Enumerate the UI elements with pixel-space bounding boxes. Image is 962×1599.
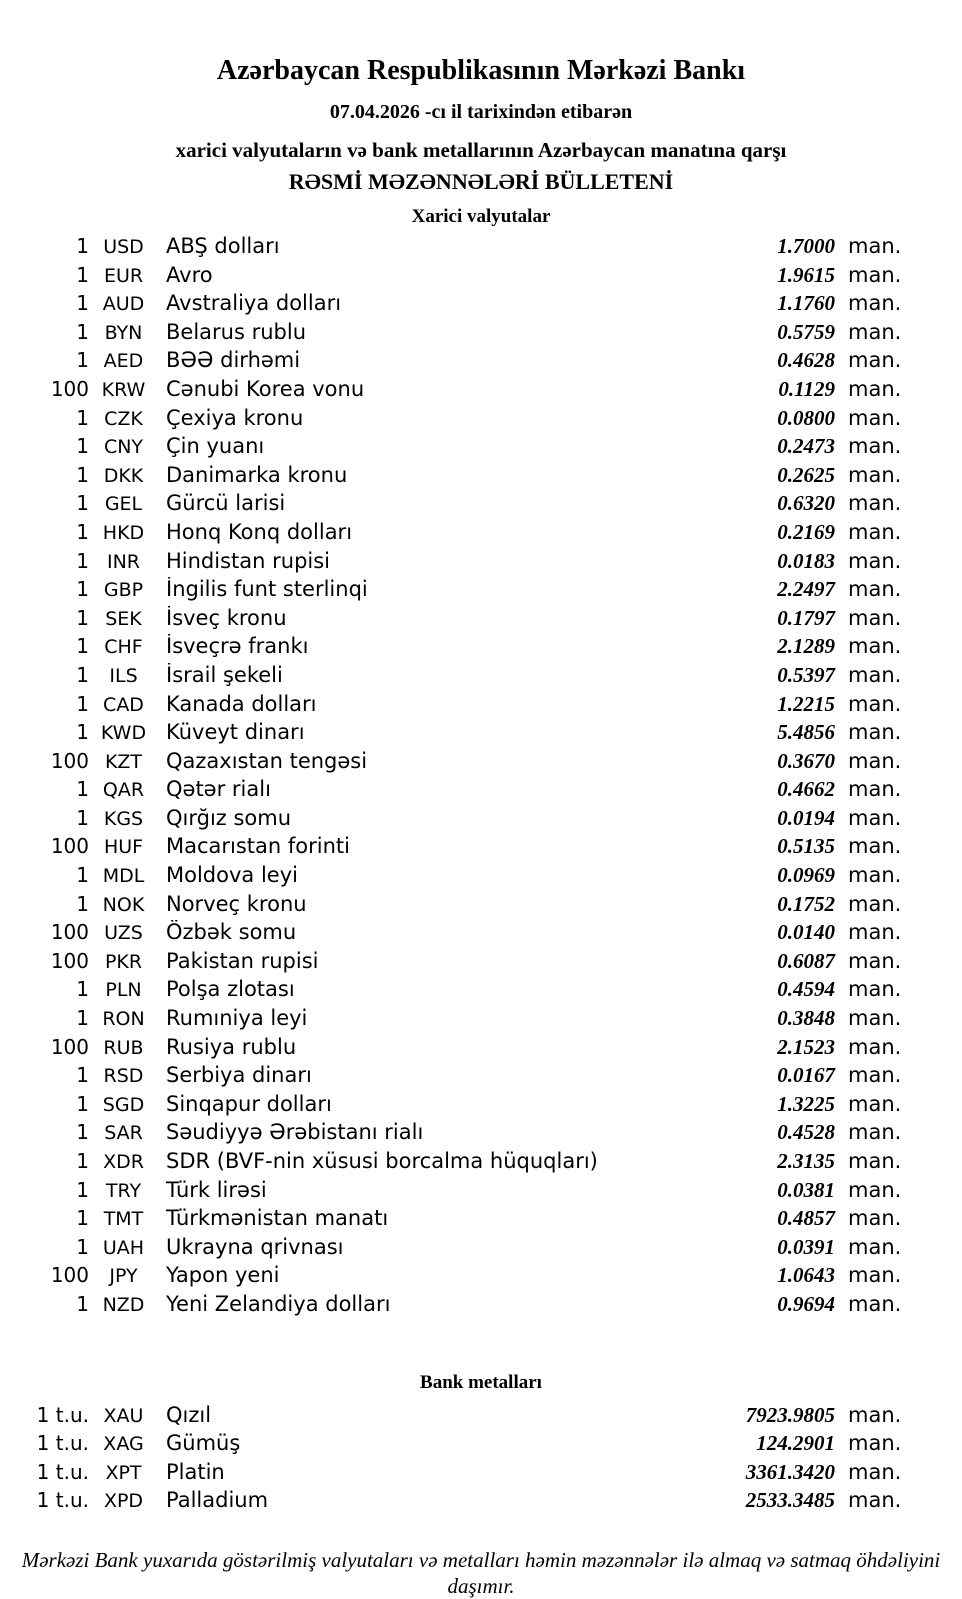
quantity-cell: 1 [76,548,89,573]
quantity-cell: 1 [76,605,89,630]
rate-value: 0.3670 [777,748,835,773]
rate-row [0,377,962,406]
quantity-cell: 1 [76,519,89,544]
currency-code: HUF [103,836,144,859]
currency-name: Küveyt dinarı [166,720,305,745]
quantity-cell: 1 [76,434,89,459]
unit-label: man. [848,1034,902,1059]
quantity-cell: 100 [50,376,89,401]
currency-name: İsrail şekeli [166,662,283,687]
currency-name: Türk lirəsi [166,1177,267,1202]
rate-row [0,777,962,806]
rate-row [0,320,962,349]
unit-label: man. [848,1291,902,1316]
quantity-cell: 1 [76,1234,89,1259]
unit-label: man. [848,891,902,916]
currency-code: XPD [103,1490,144,1513]
currency-name: Platin [166,1459,225,1484]
quantity-cell: 1 [76,491,89,516]
currency-name: Rumıniya leyi [166,1006,308,1031]
unit-label: man. [848,1263,902,1288]
rate-value: 0.2625 [777,462,835,487]
rate-row [0,749,962,778]
quantity-cell: 1 [76,262,89,287]
currency-name: Səudiyyə Ərəbistanı rialı [166,1120,424,1145]
rate-row [0,720,962,749]
currency-name: Rusiya rublu [166,1034,297,1059]
quantity-cell: 1 [76,891,89,916]
currency-code: SAR [104,1122,143,1145]
quantity-cell: 1 [76,462,89,487]
currency-name: Gürcü larisi [166,491,286,516]
rate-row [0,263,962,292]
footer-disclaimer: Mərkəzi Bank yuxarıda göstərilmiş valyutaları və metalları həmin məzənnələr ilə almaq və satmaq öhdəliyini daşımır. [21,1547,941,1598]
rate-row [0,291,962,320]
page-title: Azərbaycan Respublikasının Mərkəzi Bankı [216,55,746,86]
rate-row [0,406,962,435]
currency-code: RON [102,1008,145,1031]
rate-row [0,1006,962,1035]
rate-value: 0.4662 [777,777,835,802]
quantity-cell: 1 [76,405,89,430]
currency-code: PLN [105,979,142,1002]
unit-label: man. [848,920,902,945]
currency-name: Polşa zlotası [166,977,295,1002]
metal-rate-table [0,1403,962,1517]
rate-row [0,892,962,921]
currency-code: INR [106,550,141,573]
rate-value: 0.9694 [777,1291,835,1316]
unit-label: man. [848,234,902,258]
currency-code: KZT [104,750,143,773]
unit-label: man. [848,262,902,287]
currency-name: Avstraliya dolları [166,291,342,316]
currency-name: SDR (BVF-nin xüsusi borcalma hüquqları) [166,1149,598,1173]
rate-value: 0.4594 [777,977,835,1002]
rate-value: 0.0381 [777,1177,835,1202]
currency-code: BYN [104,321,143,344]
rate-row [0,920,962,949]
rate-row [0,949,962,978]
currency-code: AED [103,350,144,373]
currency-name: Özbək somu [166,920,297,945]
unit-label: man. [848,462,902,487]
currency-code: KWD [100,722,147,745]
currency-name: Çin yuanı [166,434,265,459]
currency-code: ILS [109,664,138,687]
rate-row [0,434,962,463]
rate-value: 1.9615 [777,262,835,287]
currency-code: KRW [101,378,146,401]
currency-code: CHF [104,636,143,659]
currency-code: XPT [105,1461,142,1484]
quantity-cell: 1 [76,720,89,745]
unit-label: man. [848,1091,902,1116]
currency-name: Sinqapur dolları [166,1091,332,1116]
currency-code: QAR [102,779,145,802]
quantity-cell: 1 t.u. [36,1459,89,1484]
currency-name: Hindistan rupisi [166,548,331,573]
quantity-cell: 100 [50,748,89,773]
rate-value: 0.0140 [777,920,835,945]
rate-row [0,1092,962,1121]
currency-name: Avro [166,262,213,287]
currency-name: Qırğız somu [166,805,292,830]
currency-code: UAH [102,1236,145,1259]
quantity-cell: 1 [76,1063,89,1088]
currency-code: USD [103,236,144,258]
quantity-cell: 1 [76,691,89,716]
currency-name: Cənubi Korea vonu [166,376,365,401]
unit-label: man. [848,1234,902,1259]
rate-row [0,606,962,635]
currency-code: CZK [104,407,143,430]
rate-value: 0.1752 [777,891,835,916]
currency-code: AUD [102,293,145,316]
quantity-cell: 1 [76,777,89,802]
unit-label: man. [848,777,902,802]
rate-value: 1.1760 [777,291,835,316]
rate-value: 2533.3485 [745,1488,835,1513]
unit-label: man. [848,319,902,344]
currency-code: TMT [103,1208,144,1231]
rate-value: 2.2497 [777,577,835,602]
quantity-cell: 100 [50,1034,89,1059]
unit-label: man. [848,291,902,316]
rate-value: 0.2473 [777,434,835,459]
currency-code: KGS [103,807,144,830]
rate-value: 0.4628 [777,348,835,373]
section-title-metals: Bank metalları [420,1371,542,1393]
bulletin-subtitle: xarici valyutaların və bank metallarının Azərbaycan manatına qarşı [175,138,787,162]
rate-value: 1.0643 [777,1263,835,1288]
unit-label: man. [848,748,902,773]
rate-value: 1.2215 [777,691,835,716]
quantity-cell: 1 [76,291,89,316]
unit-label: man. [848,1177,902,1202]
currency-name: Moldova leyi [166,863,298,888]
quantity-cell: 1 [76,1177,89,1202]
currency-name: Ukrayna qrivnası [166,1234,344,1259]
currency-code: SGD [102,1093,145,1116]
unit-label: man. [848,405,902,430]
currency-name: Qazaxıstan tengəsi [166,748,368,773]
currency-code: PKR [104,950,143,973]
unit-label: man. [848,491,902,516]
unit-label: man. [848,577,902,602]
rate-row [0,1063,962,1092]
rate-value: 0.5135 [777,834,835,859]
rate-value: 0.0969 [777,863,835,888]
rate-row [0,520,962,549]
unit-label: man. [848,948,902,973]
quantity-cell: 1 [76,1149,89,1173]
rate-row [0,863,962,892]
currency-code: MDL [102,865,145,888]
unit-label: man. [848,863,902,888]
currency-name: Honq Konq dolları [166,519,353,544]
quantity-cell: 1 [76,1120,89,1145]
rate-row [0,1263,962,1292]
rate-row [0,977,962,1006]
quantity-cell: 1 [76,977,89,1002]
unit-label: man. [848,1149,902,1173]
currency-name: BƏƏ dirhəmi [166,348,301,373]
rate-row [0,1235,962,1264]
currency-name: Palladium [166,1488,269,1513]
rate-value: 0.0167 [777,1063,835,1088]
currency-name: Macarıstan forinti [166,834,350,859]
currency-name: Yapon yeni [166,1263,280,1288]
rate-value: 1.3225 [777,1091,835,1116]
unit-label: man. [848,805,902,830]
rate-row [0,1120,962,1149]
currency-rate-table [0,234,962,1321]
quantity-cell: 1 [76,634,89,659]
unit-label: man. [848,605,902,630]
unit-label: man. [848,1063,902,1088]
rate-row [0,1206,962,1235]
currency-code: NZD [102,1293,145,1316]
currency-name: Yeni Zelandiya dolları [166,1291,391,1316]
rate-value: 2.1523 [777,1034,835,1059]
rate-value: 0.4857 [777,1206,835,1231]
quantity-cell: 1 [76,319,89,344]
unit-label: man. [848,348,902,373]
rate-value: 0.2169 [777,519,835,544]
unit-label: man. [848,691,902,716]
currency-code: JPY [109,1265,138,1288]
quantity-cell: 1 [76,662,89,687]
quantity-cell: 1 [76,348,89,373]
currency-name: Belarus rublu [166,319,307,344]
currency-code: XAU [103,1404,144,1427]
currency-name: Çexiya kronu [166,405,304,430]
rate-value: 0.5759 [777,319,835,344]
currency-name: Norveç kronu [166,891,307,916]
currency-code: TRY [105,1179,142,1202]
currency-code: RUB [103,1036,144,1059]
rate-row [0,834,962,863]
unit-label: man. [848,1120,902,1145]
quantity-cell: 100 [50,834,89,859]
unit-label: man. [848,1459,902,1484]
quantity-cell: 1 [76,863,89,888]
rate-value: 2.3135 [777,1149,835,1173]
unit-label: man. [848,1402,902,1427]
rate-row [0,1431,962,1460]
unit-label: man. [848,634,902,659]
rate-row [0,463,962,492]
rate-value: 0.1797 [777,605,835,630]
rate-value: 0.0194 [777,805,835,830]
currency-code: XDR [103,1151,144,1173]
rate-row [0,491,962,520]
currency-code: GEL [104,493,143,516]
quantity-cell: 1 t.u. [36,1431,89,1456]
rate-row [0,1178,962,1207]
rate-row [0,806,962,835]
rate-row [0,348,962,377]
unit-label: man. [848,1431,902,1456]
quantity-cell: 100 [50,948,89,973]
rate-value: 0.0183 [777,548,835,573]
rate-row [0,663,962,692]
unit-label: man. [848,519,902,544]
currency-name: İsveçrə frankı [166,634,309,659]
rate-value: 0.4528 [777,1120,835,1145]
quantity-cell: 1 t.u. [36,1488,89,1513]
currency-name: Qızıl [166,1402,212,1427]
quantity-cell: 1 [76,234,89,258]
rate-value: 0.3848 [777,1006,835,1031]
quantity-cell: 1 t.u. [36,1402,89,1427]
currency-name: İngilis funt sterlinqi [166,577,368,602]
rate-value: 3361.3420 [745,1459,835,1484]
currency-code: DKK [103,464,144,487]
rate-value: 124.2901 [756,1431,835,1456]
rate-value: 0.6320 [777,491,835,516]
currency-code: EUR [103,264,144,287]
rate-value: 7923.9805 [745,1402,835,1427]
page-header [0,0,962,195]
unit-label: man. [848,977,902,1002]
effective-date-line: 07.04.2026 -cı il tarixindən etibarən [329,101,633,123]
quantity-cell: 1 [76,1291,89,1316]
rate-value: 0.0391 [777,1234,835,1259]
currency-code: HKD [102,521,145,544]
unit-label: man. [848,720,902,745]
unit-label: man. [848,662,902,687]
rate-row [0,1488,962,1517]
currency-name: Türkmənistan manatı [166,1206,389,1231]
rate-row [0,549,962,578]
currency-code: RSD [103,1065,144,1088]
unit-label: man. [848,376,902,401]
currency-code: NOK [102,893,145,916]
unit-label: man. [848,1006,902,1031]
rate-value: 0.1129 [778,376,835,401]
rate-value: 2.1289 [777,634,835,659]
currency-name: Serbiya dinarı [166,1063,312,1088]
currency-code: GBP [103,579,144,602]
rate-row [0,1035,962,1064]
currency-code: CNY [103,436,144,459]
unit-label: man. [848,1488,902,1513]
rate-row [0,234,962,263]
rate-value: 0.0800 [777,405,835,430]
unit-label: man. [848,434,902,459]
rate-value: 1.7000 [777,234,835,258]
unit-label: man. [848,548,902,573]
currency-name: Danimarka kronu [166,462,348,487]
quantity-cell: 1 [76,1206,89,1231]
rate-row [0,1292,962,1321]
quantity-cell: 100 [50,920,89,945]
currency-name: Pakistan rupisi [166,948,319,973]
currency-name: Gümüş [166,1431,241,1456]
rate-row [0,692,962,721]
rate-value: 5.4856 [777,720,835,745]
currency-name: Qətər rialı [166,777,271,802]
currency-name: İsveç kronu [166,605,287,630]
quantity-cell: 1 [76,1091,89,1116]
currency-code: XAG [103,1433,144,1456]
bulletin-title: RƏSMİ MƏZƏNNƏLƏRİ BÜLLETENİ [288,169,674,194]
quantity-cell: 1 [76,1006,89,1031]
currency-name: ABŞ dolları [166,234,280,258]
currency-code: CAD [103,693,144,716]
rate-value: 0.5397 [777,662,835,687]
rate-row [0,1460,962,1489]
rate-value: 0.6087 [777,948,835,973]
rate-row [0,1149,962,1178]
quantity-cell: 1 [76,805,89,830]
currency-name: Kanada dolları [166,691,317,716]
currency-code: UZS [104,922,143,945]
quantity-cell: 100 [50,1263,89,1288]
rate-row [0,577,962,606]
unit-label: man. [848,1206,902,1231]
currency-code: SEK [105,607,142,630]
rate-row [0,634,962,663]
section-title-currencies: Xarici valyutalar [411,206,551,227]
rate-row [0,1403,962,1432]
quantity-cell: 1 [76,577,89,602]
unit-label: man. [848,834,902,859]
